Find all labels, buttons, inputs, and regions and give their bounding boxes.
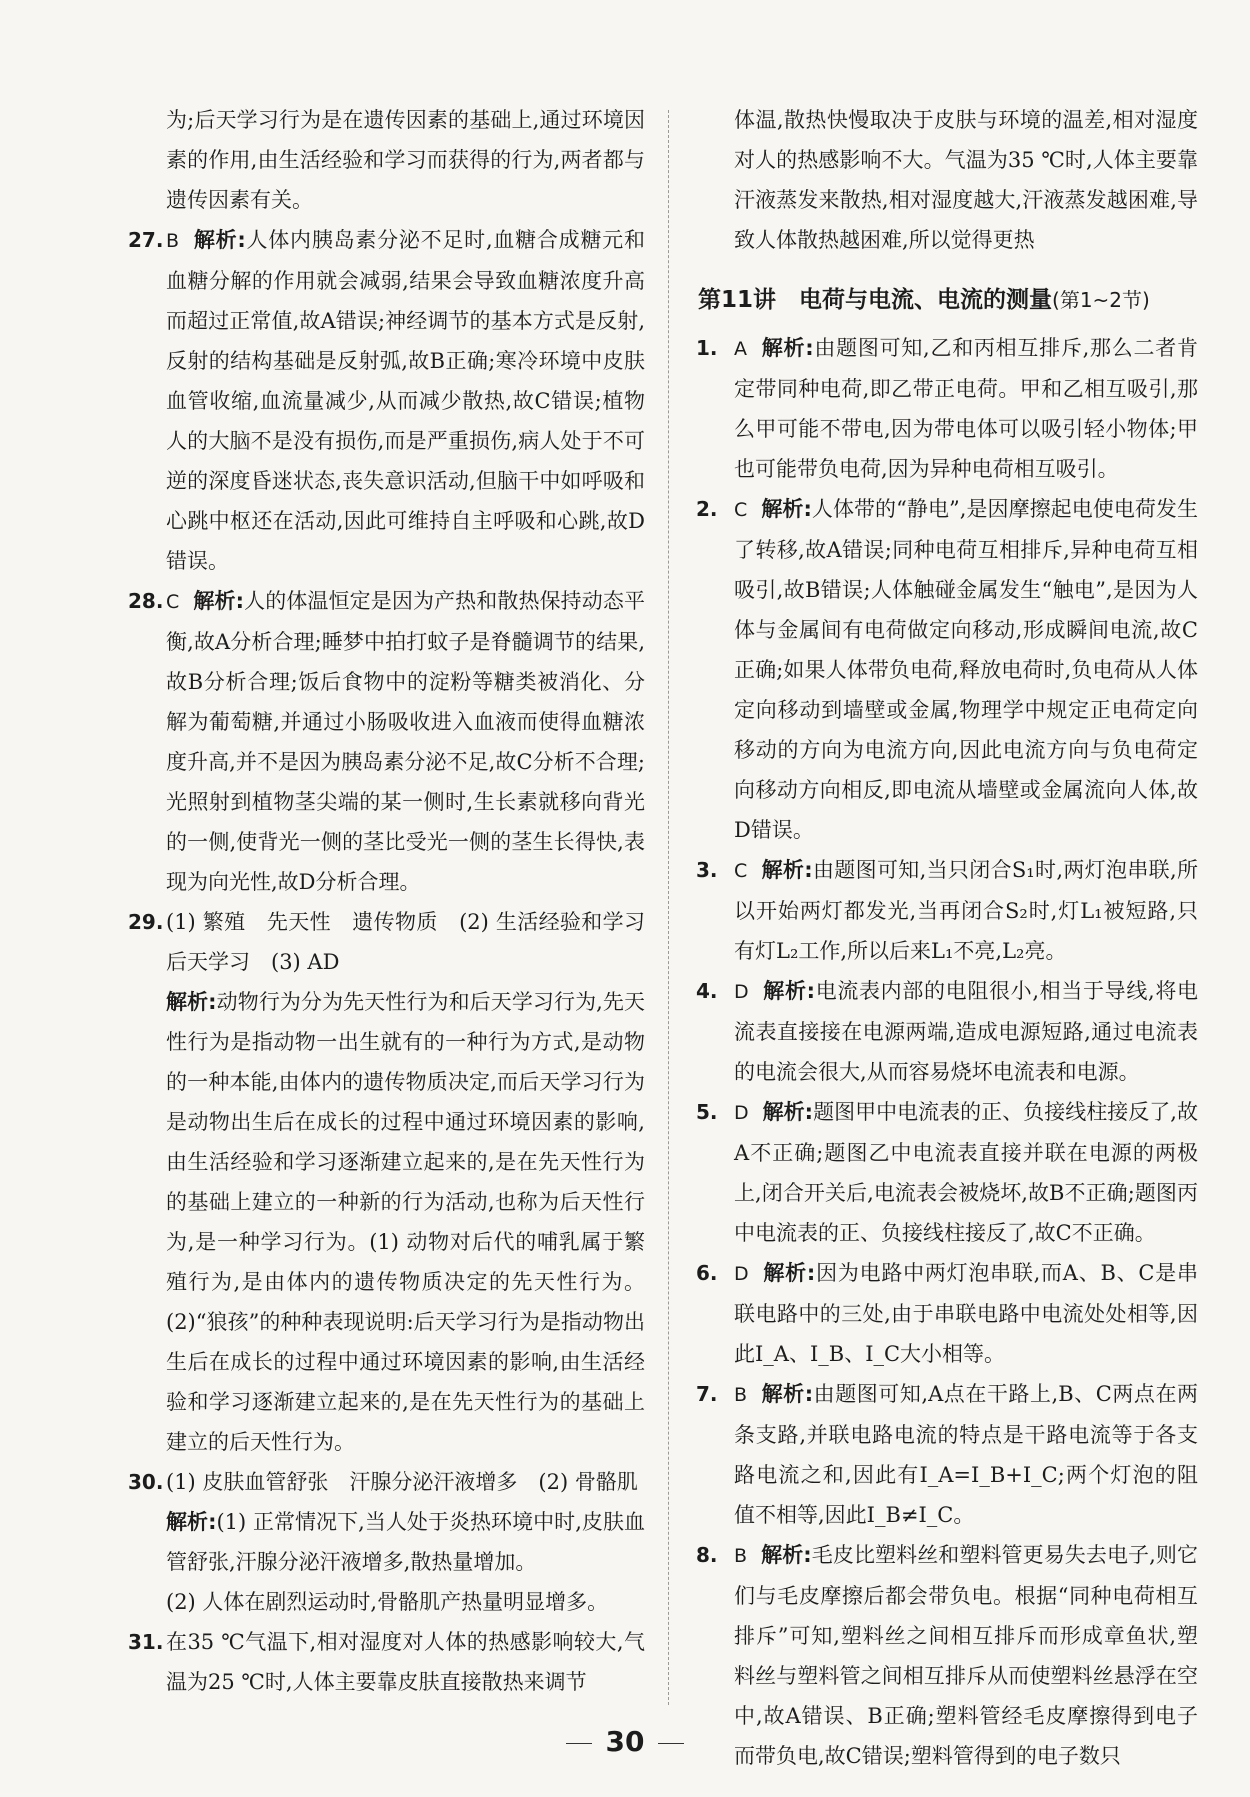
item-number: 31.: [128, 1630, 164, 1654]
section-title-main: 第11讲 电荷与电流、电流的测量: [698, 287, 1053, 313]
answer-item-3: [698, 850, 1198, 971]
analysis-text: 由题图可知,当只闭合S₁时,两灯泡串联,所以开始两灯都发光,当再闭合S₂时,灯L₁被短路,只有灯L₂工作,所以后来L₁不亮,L₂亮。: [734, 858, 1198, 963]
column-divider: [668, 110, 669, 1705]
analysis-text: 动物行为分为先天性行为和后天学习行为,先天性行为是指动物一出生就有的一种行为方式,是动物的一种本能,由体内的遗传物质决定,而后天学习行为是动物出生后在成长的过程中通过环境因素的影响,由生活经验和学习逐渐建立起来的,是在先天性行为的基础上建立的一种新的行为活动,也称为后天性行为,是一种学习行为。(1) 动物对后代的哺乳属于繁殖行为,是由体内的遗传物质决定的先天性行为。(2)“狼孩”的种种表现说明:后天学习行为是指动物出生后在成长的过程中通过环境因素的影响,由生活经验和学习逐渐建立起来的,是在先天性行为的基础上建立的后天性行为。: [166, 990, 645, 1454]
answer-choice: C: [166, 591, 180, 613]
page-number: 30: [605, 1725, 645, 1758]
item-number: 4.: [696, 979, 718, 1003]
answer-choice: D: [734, 1263, 749, 1285]
analysis-text: (1) 正常情况下,当人处于炎热环境中时,皮肤血管舒张,汗腺分泌汗液增多,散热量增加。: [166, 1510, 645, 1574]
analysis-text: 人的体温恒定是因为产热和散热保持动态平衡,故A分析合理;睡梦中拍打蚊子是脊髓调节的结果,故B分析合理;饭后食物中的淀粉等糖类被消化、分解为葡萄糖,并通过小肠吸收进入血液而使得血糖浓度升高,并不是因为胰岛素分泌不足,故C分析不合理;光照射到植物茎尖端的某一侧时,生长素就移向背光的一侧,使背光一侧的茎比受光一侧的茎生长得快,表现为向光性,故D分析合理。: [166, 589, 645, 894]
analysis-text: 电流表内部的电阻很小,相当于导线,将电流表直接接在电源两端,造成电源短路,通过电流表的电流会很大,从而容易烧坏电流表和电源。: [734, 979, 1198, 1084]
answer-item-2: [698, 489, 1198, 850]
right-column: [698, 100, 1198, 1776]
item-number: 6.: [696, 1261, 718, 1285]
answer-item-27: [130, 220, 645, 581]
item-number: 28.: [128, 589, 164, 613]
answer-item-29: [128, 902, 666, 1462]
analysis-text: 由题图可知,乙和丙相互排斥,那么二者肯定带同种电荷,即乙带正电荷。甲和乙相互吸引,那么甲可能不带电,因为带电体可以吸引轻小物体;甲也可能带负电荷,因为异种电荷相互吸引。: [734, 336, 1198, 481]
answer-choice: B: [166, 230, 180, 252]
analysis-label: 解析:: [166, 990, 217, 1014]
answer-choice: D: [734, 981, 749, 1003]
answer-item-1: [698, 328, 1198, 489]
item-number: 1.: [696, 336, 718, 360]
left-column: [128, 100, 666, 1702]
analysis-label: 解析:: [166, 1510, 217, 1534]
analysis-label: 解析:: [762, 1261, 816, 1285]
analysis-label: 解析:: [761, 497, 812, 521]
analysis-label: 解析:: [761, 1543, 812, 1567]
page-footer: [0, 1722, 1250, 1762]
answer-item-31: [130, 1622, 645, 1702]
answer-text: (1) 繁殖 先天性 遗传物质 (2) 生活经验和学习 后天学习 (3) AD: [166, 910, 666, 974]
section-title: [698, 278, 1198, 322]
answer-choice: A: [734, 338, 747, 360]
answer-item-6: [698, 1253, 1198, 1374]
footer-dash-right: [658, 1743, 684, 1744]
section-title-sub: (第1~2节): [1052, 288, 1150, 312]
analysis-label: 解析:: [761, 336, 814, 360]
answer-item-5: [698, 1092, 1198, 1253]
analysis-label: 解析:: [762, 979, 816, 1003]
answer-item-4: [698, 971, 1198, 1092]
answer-item-30: [130, 1462, 645, 1622]
item-number: 30.: [128, 1470, 164, 1494]
item-number: 27.: [128, 228, 164, 252]
answer-choice: D: [734, 1102, 749, 1124]
item-number: 2.: [696, 497, 718, 521]
analysis-label: 解析:: [193, 589, 244, 613]
item-number: 3.: [696, 858, 718, 882]
analysis-text: 人体内胰岛素分泌不足时,血糖合成糖元和血糖分解的作用就会减弱,结果会导致血糖浓度升高而超过正常值,故A错误;神经调节的基本方式是反射,反射的结构基础是反射弧,故B正确;寒冷环境中皮肤血管收缩,血流量减少,从而减少散热,故C错误;植物人的大脑不是没有损伤,而是严重损伤,病人处于不可逆的深度昏迷状态,丧失意识活动,但脑干中如呼吸和心跳中枢还在活动,因此可维持自主呼吸和心跳,故D错误。: [166, 228, 645, 573]
analysis-label: 解析:: [762, 1100, 814, 1124]
analysis-text: 由题图可知,A点在干路上,B、C两点在两条支路,并联电路电流的特点是干路电流等于各支路电流之和,因此有I_A=I_B+I_C;两个灯泡的阻值不相等,因此I_B≠I_C。: [734, 1382, 1198, 1527]
item-number: 8.: [696, 1543, 718, 1567]
answer-item-28: [130, 581, 645, 902]
analysis-text: 人体带的“静电”,是因摩擦起电使电荷发生了转移,故A错误;同种电荷互相排斥,异种电荷互相吸引,故B错误;人体触碰金属发生“触电”,是因为人体与金属间有电荷做定向移动,形成瞬间电流,故C正确;如果人体带负电荷,释放电荷时,负电荷从人体定向移动到墙壁或金属,物理学中规定正电荷定向移动的方向为电流方向,因此电流方向与负电荷定向移动方向相反,即电流从墙壁或金属流向人体,故D错误。: [734, 497, 1198, 842]
analysis-label: 解析:: [761, 1382, 814, 1406]
analysis-text-2: (2) 人体在剧烈运动时,骨骼肌产热量明显增多。: [166, 1590, 609, 1614]
continuation-text: 为;后天学习行为是在遗传因素的基础上,通过环境因素的作用,由生活经验和学习而获得的行为,两者都与遗传因素有关。: [166, 108, 645, 212]
answer-item-7: [698, 1374, 1198, 1535]
answer-choice: B: [734, 1545, 748, 1567]
answer-choice: B: [734, 1384, 748, 1406]
answer-choice: C: [734, 860, 748, 882]
analysis-label: 解析:: [193, 228, 246, 252]
item-number: 7.: [696, 1382, 718, 1406]
continuation-text: 体温,散热快慢取决于皮肤与环境的温差,相对湿度对人的热感影响不大。气温为35 ℃时,人体主要靠汗液蒸发来散热,相对湿度越大,汗液蒸发越困难,导致人体散热越困难,所以觉得更热: [734, 108, 1198, 252]
answer-text: 在35 ℃气温下,相对湿度对人体的热感影响较大,气温为25 ℃时,人体主要靠皮肤直接散热来调节: [166, 1630, 645, 1694]
analysis-text: 毛皮比塑料丝和塑料管更易失去电子,则它们与毛皮摩擦后都会带负电。根据“同种电荷相互排斥”可知,塑料丝之间相互排斥而形成章鱼状,塑料丝与塑料管之间相互排斥从而使塑料丝悬浮在空中,故A错误、B正确;塑料管经毛皮摩擦得到电子而带负电,故C错误;塑料管得到的电子数只: [734, 1543, 1198, 1768]
analysis-text: 因为电路中两灯泡串联,而A、B、C是串联电路中的三处,由于串联电路中电流处处相等,因此I_A、I_B、I_C大小相等。: [734, 1261, 1198, 1366]
analysis-label: 解析:: [761, 858, 813, 882]
answer-choice: C: [734, 499, 748, 521]
item-number: 5.: [696, 1100, 718, 1124]
answer-text: (1) 皮肤血管舒张 汗腺分泌汗液增多 (2) 骨骼肌: [166, 1470, 638, 1494]
analysis-text: 题图甲中电流表的正、负接线柱接反了,故A不正确;题图乙中电流表直接并联在电源的两极上,闭合开关后,电流表会被烧坏,故B不正确;题图丙中电流表的正、负接线柱接反了,故C不正确。: [734, 1100, 1198, 1245]
footer-dash-left: [566, 1743, 592, 1744]
item-number: 29.: [128, 910, 164, 934]
